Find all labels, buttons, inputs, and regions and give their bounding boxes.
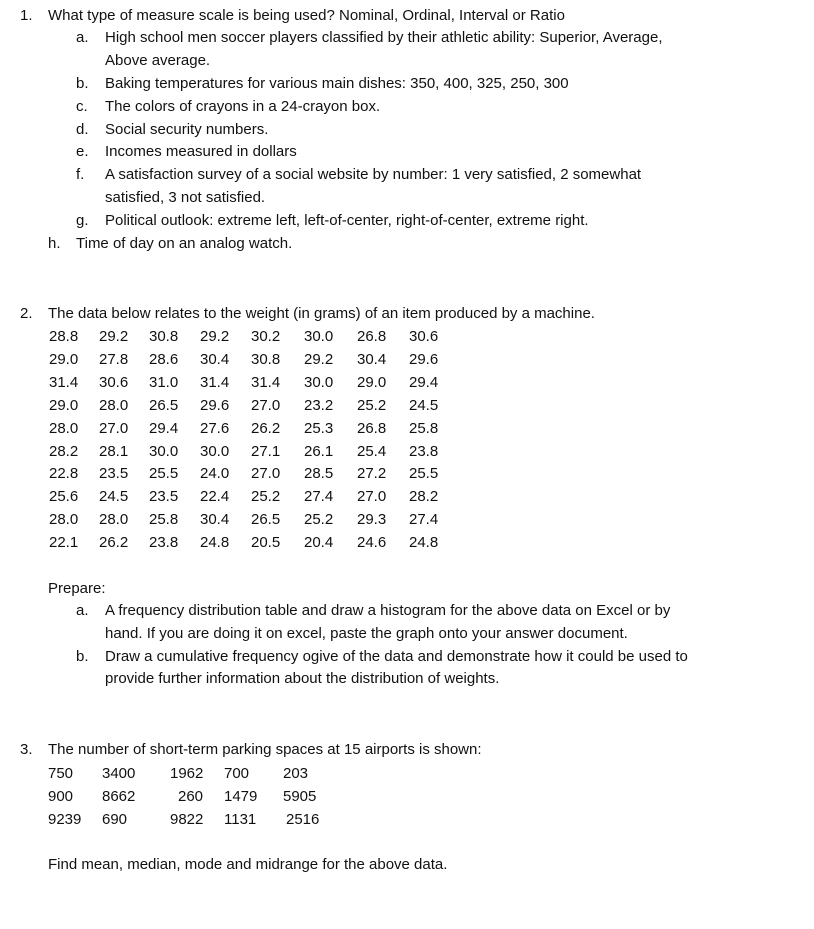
data-cell: 26.5 bbox=[251, 511, 281, 528]
task-text: Find mean, median, mode and midrange for the above data. bbox=[48, 856, 448, 873]
data-cell: 31.4 bbox=[49, 374, 79, 391]
data-cell: 27.4 bbox=[304, 488, 334, 505]
data-cell: 28.2 bbox=[409, 488, 439, 505]
data-cell: 26.1 bbox=[304, 443, 334, 460]
data-cell: 27.1 bbox=[251, 443, 281, 460]
data-cell: 26.5 bbox=[149, 397, 179, 414]
data-cell: 27.0 bbox=[357, 488, 387, 505]
item-letter: d. bbox=[76, 121, 89, 138]
data-cell: 28.0 bbox=[49, 511, 79, 528]
data-cell: 25.2 bbox=[357, 397, 387, 414]
data-cell: 9239 bbox=[48, 811, 82, 828]
data-cell: 2516 bbox=[286, 811, 320, 828]
data-cell: 690 bbox=[102, 811, 128, 828]
data-cell: 30.0 bbox=[304, 328, 334, 345]
data-cell: 25.6 bbox=[49, 488, 79, 505]
item-letter: a. bbox=[76, 29, 89, 46]
data-cell: 24.8 bbox=[409, 534, 439, 551]
data-cell: 20.5 bbox=[251, 534, 281, 551]
data-cell: 30.8 bbox=[149, 328, 179, 345]
data-cell: 1131 bbox=[224, 811, 257, 828]
data-cell: 28.5 bbox=[304, 465, 334, 482]
item-text: Political outlook: extreme left, left-of-center, right-of-center, extreme right. bbox=[105, 212, 589, 229]
data-cell: 3400 bbox=[102, 765, 136, 782]
data-cell: 9822 bbox=[170, 811, 204, 828]
data-cell: 23.8 bbox=[409, 443, 439, 460]
data-cell: 31.0 bbox=[149, 374, 179, 391]
item-text: Incomes measured in dollars bbox=[105, 143, 297, 160]
data-cell: 22.1 bbox=[49, 534, 79, 551]
data-cell: 27.4 bbox=[409, 511, 439, 528]
item-text-continued: satisfied, 3 not satisfied. bbox=[105, 189, 266, 206]
data-cell: 203 bbox=[283, 765, 309, 782]
item-text: Time of day on an analog watch. bbox=[76, 235, 293, 252]
data-cell: 1479 bbox=[224, 788, 258, 805]
data-cell: 260 bbox=[178, 788, 204, 805]
data-cell: 25.4 bbox=[357, 443, 387, 460]
data-cell: 28.0 bbox=[99, 511, 129, 528]
data-cell: 5905 bbox=[283, 788, 317, 805]
part-text-continued: hand. If you are doing it on excel, paste the graph onto your answer document. bbox=[105, 625, 628, 642]
data-cell: 30.4 bbox=[200, 351, 230, 368]
data-cell: 20.4 bbox=[304, 534, 334, 551]
data-cell: 25.2 bbox=[251, 488, 281, 505]
data-cell: 25.3 bbox=[304, 420, 334, 437]
question-number: 2. bbox=[20, 305, 33, 322]
data-cell: 28.1 bbox=[99, 443, 129, 460]
data-cell: 27.0 bbox=[251, 465, 281, 482]
item-text: Baking temperatures for various main dishes: 350, 400, 325, 250, 300 bbox=[105, 75, 569, 92]
data-cell: 29.0 bbox=[357, 374, 387, 391]
data-cell: 25.8 bbox=[409, 420, 439, 437]
data-cell: 30.0 bbox=[149, 443, 179, 460]
data-cell: 31.4 bbox=[200, 374, 230, 391]
data-cell: 25.5 bbox=[409, 465, 439, 482]
data-cell: 28.8 bbox=[49, 328, 79, 345]
data-cell: 29.0 bbox=[49, 397, 79, 414]
data-cell: 29.2 bbox=[99, 328, 129, 345]
data-cell: 27.6 bbox=[200, 420, 230, 437]
data-cell: 24.0 bbox=[200, 465, 230, 482]
data-cell: 30.6 bbox=[409, 328, 439, 345]
data-cell: 30.8 bbox=[251, 351, 281, 368]
data-cell: 750 bbox=[48, 765, 74, 782]
item-text: The colors of crayons in a 24-crayon box. bbox=[105, 98, 381, 115]
data-cell: 28.0 bbox=[99, 397, 129, 414]
data-cell: 900 bbox=[48, 788, 74, 805]
question-text: The number of short-term parking spaces at 15 airports is shown: bbox=[48, 741, 482, 758]
question-number: 1. bbox=[20, 7, 33, 24]
item-text: Social security numbers. bbox=[105, 121, 269, 138]
data-cell: 1962 bbox=[170, 765, 204, 782]
item-letter: c. bbox=[76, 98, 88, 115]
data-cell: 30.4 bbox=[357, 351, 387, 368]
data-cell: 29.2 bbox=[304, 351, 334, 368]
data-cell: 30.6 bbox=[99, 374, 129, 391]
part-letter: a. bbox=[76, 602, 89, 619]
data-cell: 28.6 bbox=[149, 351, 179, 368]
data-cell: 29.6 bbox=[409, 351, 439, 368]
data-cell: 23.5 bbox=[149, 488, 179, 505]
data-cell: 25.8 bbox=[149, 511, 179, 528]
data-cell: 30.2 bbox=[251, 328, 281, 345]
data-cell: 26.2 bbox=[99, 534, 129, 551]
data-cell: 31.4 bbox=[251, 374, 281, 391]
question-text: What type of measure scale is being used? Nominal, Ordinal, Interval or Ratio bbox=[48, 7, 565, 24]
part-text: A frequency distribution table and draw a histogram for the above data on Excel or by bbox=[105, 602, 671, 619]
data-cell: 24.5 bbox=[99, 488, 129, 505]
data-cell: 24.6 bbox=[357, 534, 387, 551]
data-cell: 29.0 bbox=[49, 351, 79, 368]
data-cell: 26.8 bbox=[357, 328, 387, 345]
item-letter: b. bbox=[76, 75, 89, 92]
data-cell: 28.2 bbox=[49, 443, 79, 460]
data-cell: 29.2 bbox=[200, 328, 230, 345]
part-text: Draw a cumulative frequency ogive of the data and demonstrate how it could be used to bbox=[105, 648, 688, 665]
data-cell: 30.4 bbox=[200, 511, 230, 528]
data-cell: 27.2 bbox=[357, 465, 387, 482]
data-cell: 24.8 bbox=[200, 534, 230, 551]
item-text-continued: Above average. bbox=[105, 52, 211, 69]
data-cell: 30.0 bbox=[200, 443, 230, 460]
part-letter: b. bbox=[76, 648, 89, 665]
data-cell: 27.0 bbox=[251, 397, 281, 414]
data-cell: 22.8 bbox=[49, 465, 79, 482]
data-cell: 26.8 bbox=[357, 420, 387, 437]
item-text: High school men soccer players classified by their athletic ability: Superior, Average, bbox=[105, 29, 663, 46]
question-number: 3. bbox=[20, 741, 33, 758]
data-cell: 27.0 bbox=[99, 420, 129, 437]
item-letter: h. bbox=[48, 235, 61, 252]
data-cell: 23.2 bbox=[304, 397, 334, 414]
data-cell: 29.6 bbox=[200, 397, 230, 414]
part-text-continued: provide further information about the distribution of weights. bbox=[105, 670, 500, 687]
data-cell: 24.5 bbox=[409, 397, 439, 414]
data-cell: 25.5 bbox=[149, 465, 179, 482]
data-cell: 8662 bbox=[102, 788, 136, 805]
prepare-heading: Prepare: bbox=[48, 580, 106, 597]
data-cell: 26.2 bbox=[251, 420, 281, 437]
data-cell: 27.8 bbox=[99, 351, 129, 368]
data-cell: 29.3 bbox=[357, 511, 387, 528]
data-cell: 29.4 bbox=[409, 374, 439, 391]
data-cell: 23.5 bbox=[99, 465, 129, 482]
item-text: A satisfaction survey of a social website by number: 1 very satisfied, 2 somewhat bbox=[105, 166, 642, 183]
data-cell: 28.0 bbox=[49, 420, 79, 437]
data-cell: 23.8 bbox=[149, 534, 179, 551]
data-cell: 22.4 bbox=[200, 488, 230, 505]
data-cell: 25.2 bbox=[304, 511, 334, 528]
question-text: The data below relates to the weight (in grams) of an item produced by a machine. bbox=[48, 305, 595, 322]
item-letter: e. bbox=[76, 143, 89, 160]
item-letter: g. bbox=[76, 212, 89, 229]
item-letter: f. bbox=[76, 166, 85, 183]
data-cell: 700 bbox=[224, 765, 250, 782]
data-cell: 30.0 bbox=[304, 374, 334, 391]
data-cell: 29.4 bbox=[149, 420, 179, 437]
